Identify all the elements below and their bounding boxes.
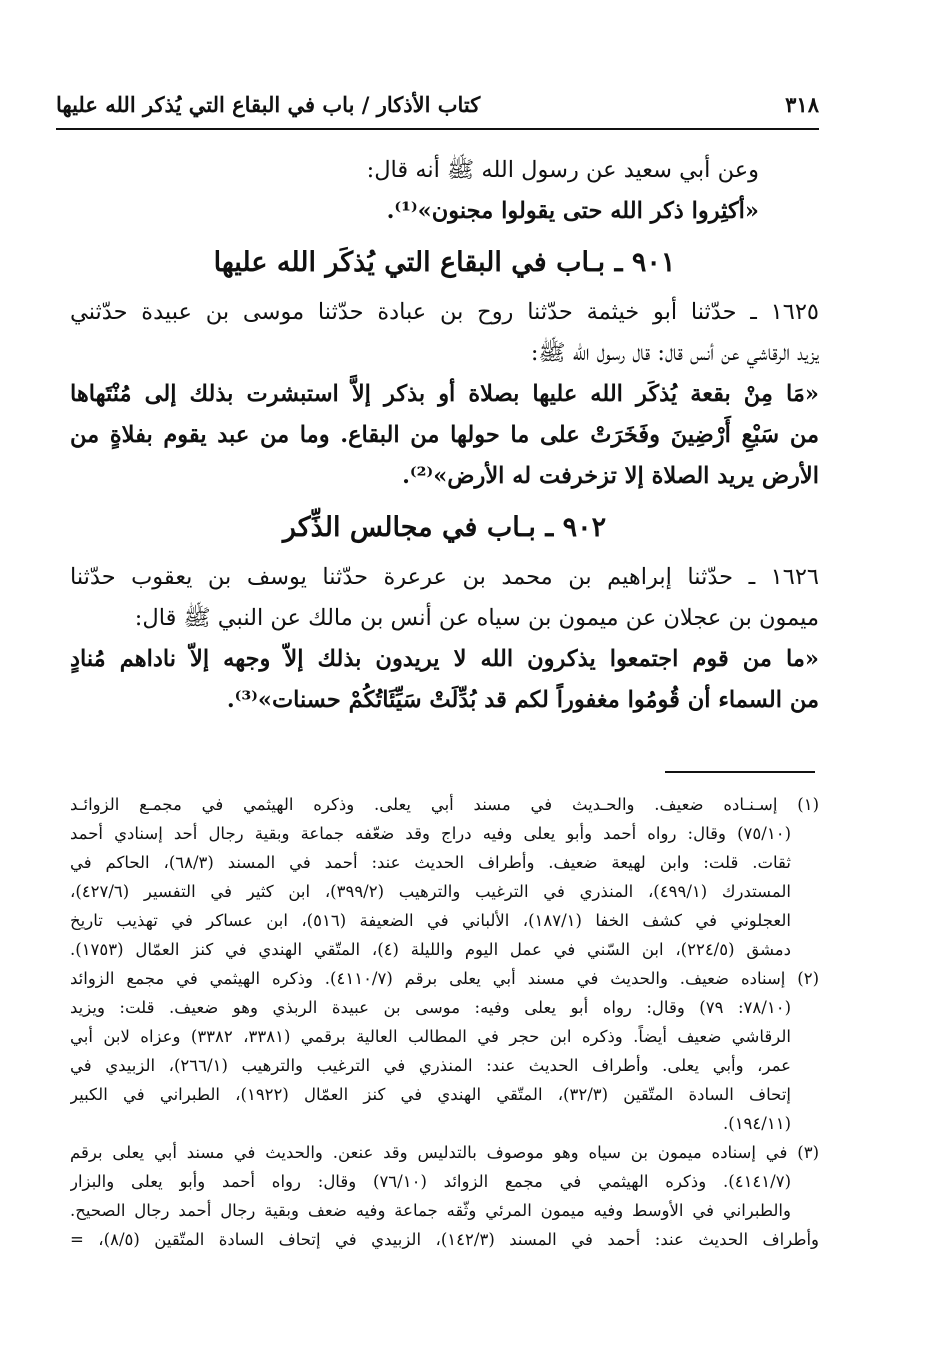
footnotes [70,790,819,1254]
header-rule [56,128,819,130]
intro-line: وعن أبي سعيد عن رسول الله ﷺ أنه قال: [366,157,759,183]
footnote-line: والطبراني في الأوسط وفيه ميمون المرئي وثّقه جماعة وفيه ضعف وبقية رجال أحمد رجال الصحيح. [70,1201,791,1220]
hadith-text-line: «ما من قوم اجتمعوا يذكرون الله لا يريدون بذلك إلاّ وجهه إلاّ ناداهم مُنادٍ [70,646,819,672]
footnote-line: (٧٨/١٠: ٧٩) وقال: رواه أبو يعلى وفيه: موسى بن عبيدة الربذي وهو ضعيف. قلت: ويزيد [70,998,791,1017]
hadith-text-line: من سَبْعِ أَرْضِينَ وفَخَرَتْ على ما حولها من البقاع. وما من عبد يقوم بفلاةٍ من [70,422,819,448]
running-head [56,92,819,117]
footnote-line: (١٩٤/١١). [723,1114,791,1133]
footnote-line: (٤١٤١/٧). وذكره الهيثمي في مجمع الزوائد (٧٦/١٠) وقال: رواه أحمد وأبو يعلى والبزار [70,1172,792,1191]
footnote-line: عمر، وأبي يعلى. وأطراف الحديث عند: المنذري في الترغيب والترهيب (٢٦٦/١)، الزبيدي في [70,1056,791,1075]
intro-hadith-text: «أكثِروا ذكر الله حتى يقولوا مجنون»⁽¹⁾. [386,198,759,224]
footnote-line: (٧٥/١٠) وقال: رواه أحمد وأبو يعلى وفيه دراج وقد ضعّفه جماعة وبقية رجال أحد إسنادي أحمد [70,824,791,843]
isnad-line: يزيد الرقاشي عن أنس قال: قال رسول الله ﷺ: [530,340,819,366]
footnote-3 [70,1138,819,1254]
isnad-line: ميمون بن عجلان عن ميمون بن سياه عن أنس بن مالك عن النبي ﷺ قال: [134,605,819,631]
footnote-line: العجلوني في كشف الخفا (١٨٧/١)، الألباني في الضعيفة (٥١٦)، ابن عساكر في تهذيب تاريخ [70,911,791,930]
footnote-line: المستدرك (٤٩٩/١)، المنذري في الترغيب والترهيب (٣٩٩/٢)، ابن كثير في التفسير (٤٢٧/٦)، [70,882,791,901]
footnote-line: ثقات. قلت: وابن لهيعة ضعيف. وأطراف الحديث عند: أحمد في المسند (٦٨/٣)، الحاكم في [70,853,791,872]
footnote-1 [70,790,819,964]
footnote-line: إتحاف السادة المتّقين (٣٢/٣)، المتّقي الهندي في كنز العمّال (١٩٢٢)، الطبراني في الكبير [70,1085,792,1104]
hadith-text-line: الأرض يريد الصلاة إلا تزخرفت له الأرض»⁽²⁾. [402,463,819,489]
running-title: كتاب الأذكار / باب في البقاع التي يُذكر الله عليها [56,92,481,117]
footnote-2 [70,964,819,1138]
footnote-separator [665,771,815,773]
chapter-heading-901: ٩٠١ ـ بـاب في البقاع التي يُذكَر الله عليها [213,247,676,278]
main-text [70,150,819,721]
footnote-line: الرقاشي ضعيف أيضاً. وذكره ابن حجر في المطالب العالية برقمي (٣٣٨١، ٣٣٨٢) وعزاه لابن أبي [70,1027,791,1046]
isnad-line: ١٦٢٥ ـ حدّثنا أبو خيثمة حدّثنا روح بن عبادة حدّثنا موسى بن عبيدة حدّثني [70,299,819,325]
isnad-line: ١٦٢٦ ـ حدّثنا إبراهيم بن محمد بن عرعرة حدّثنا يوسف بن يعقوب حدّثنا [70,564,819,590]
footnote-line: (١) إسـنـاده ضعيف. والحـديث في مسند أبي يعلى. وذكره الهيثمي في مجمـع الزوائـد [70,795,819,814]
footnote-line: (٢) إسناده ضعيف. والحديث في مسند أبي يعلى برقم (٤١١٠/٧). وذكره الهيثمي في مجمع الزوائد [70,969,819,988]
chapter-heading-902: ٩٠٢ ـ بـاب في مجالس الذِّكر [282,512,607,543]
footnote-line: وأطراف الحديث عند: أحمد في المسند (١٤٢/٣)، الزبيدي في إتحاف السادة المتّقين (٨/٥)، = [70,1230,819,1249]
page-number: ٣١٨ [785,92,819,117]
hadith-text-line: من السماء أن قُومُوا مغفوراً لكم قد بُدِّلَتْ سَيِّئَاتُكُمْ حسنات»⁽³⁾. [226,687,819,713]
footnote-line: (٣) في إسناده ميمون بن سياه وهو موصوف بالتدليس وقد عنعن. والحديث في مسند أبي يعلى برقم [70,1143,819,1162]
hadith-text-line: «مَا مِنْ بقعة يُذكَر الله عليها بصلاة أو بذكر إلاَّ استبشرت بذلك إلى مُنْتَهاها [70,381,819,407]
footnote-line: دمشق (٢٢٤/٥)، ابن السّني في عمل اليوم والليلة (٤)، المتّقي الهندي في كنز العمّال (١٧٥٣). [70,940,791,959]
